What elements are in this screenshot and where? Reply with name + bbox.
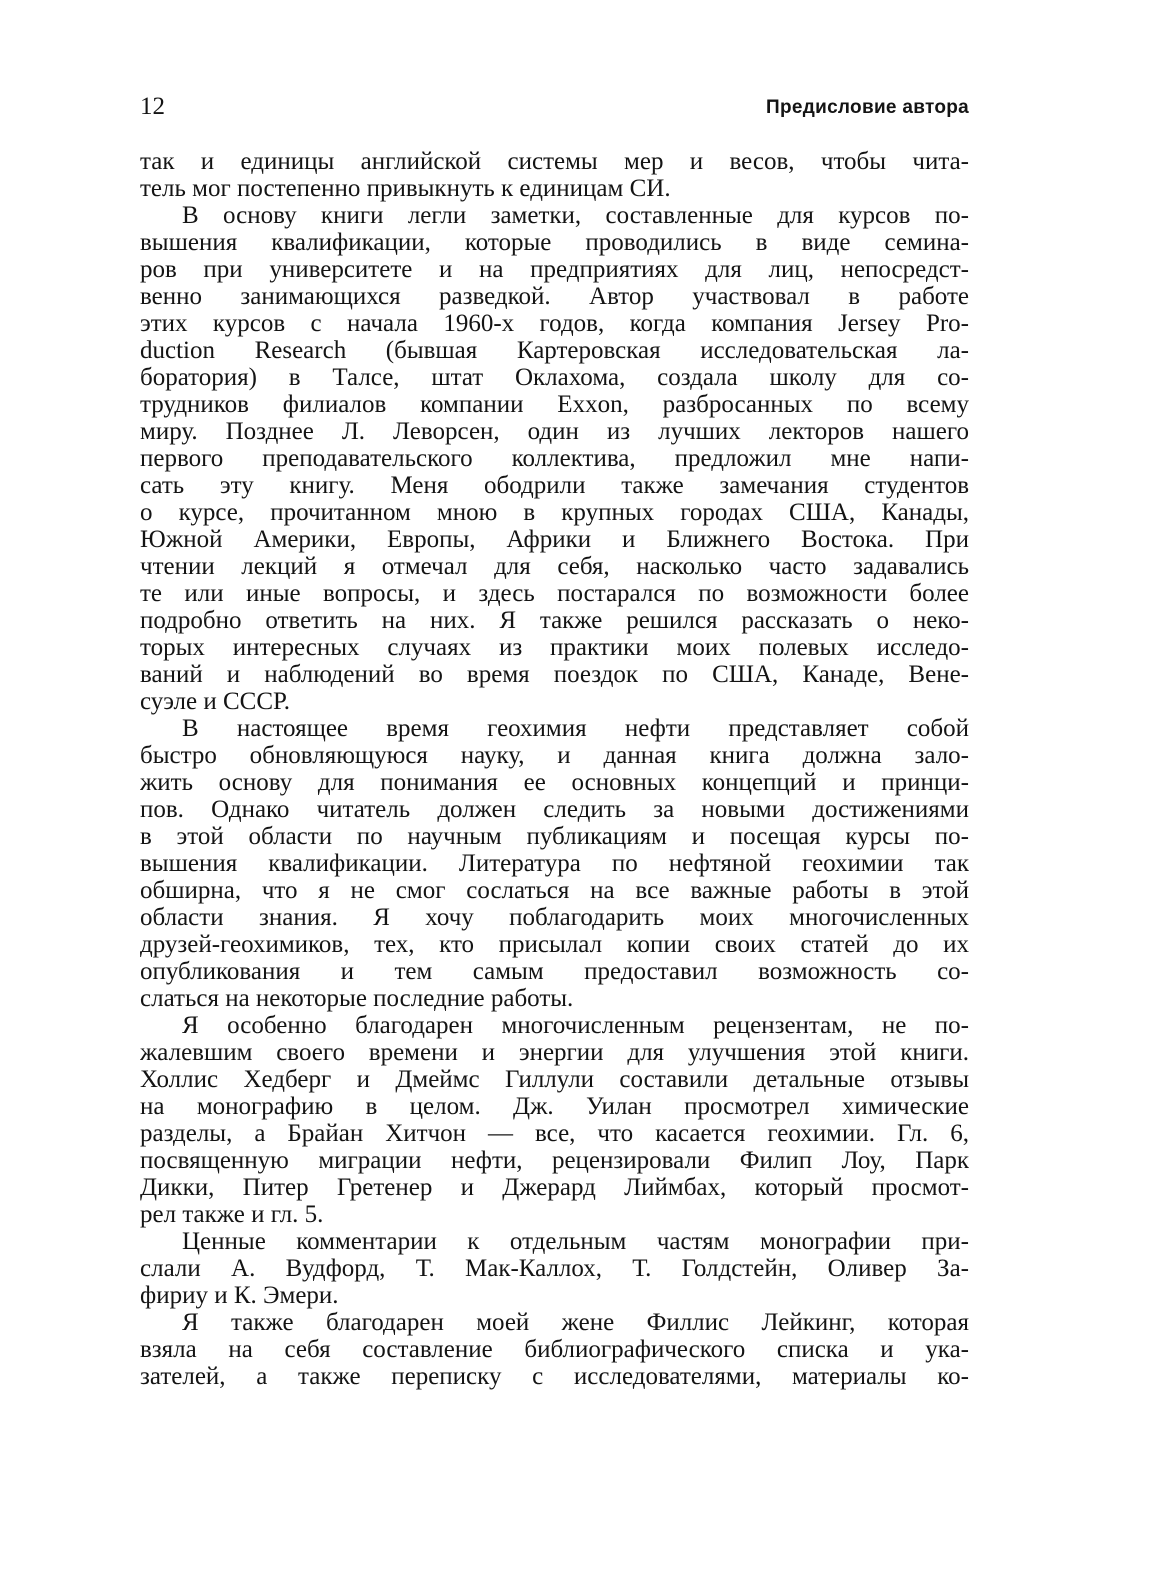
text-line: взяла на себя составление библиографического списка и ука-: [140, 1336, 969, 1363]
paragraph: [140, 202, 969, 715]
paragraph: [140, 1012, 969, 1228]
text-line: Холлис Хедберг и Дмеймс Гиллули составили детальные отзывы: [140, 1066, 969, 1093]
text-line: слали А. Вудфорд, Т. Мак-Каллох, Т. Голдстейн, Оливер За-: [140, 1255, 969, 1282]
text-line: друзей-геохимиков, тех, кто присылал копии своих статей до их: [140, 931, 969, 958]
text-line: торых интересных случаях из практики моих полевых исследо-: [140, 634, 969, 661]
page-number: 12: [140, 93, 165, 120]
text-line: ваний и наблюдений во время поездок по США, Канаде, Вене-: [140, 661, 969, 688]
text-line: подробно ответить на них. Я также решился рассказать о неко-: [140, 607, 969, 634]
text-line: пов. Однако читатель должен следить за новыми достижениями: [140, 796, 969, 823]
text-line: посвященную миграции нефти, рецензировали Филип Лоу, Парк: [140, 1147, 969, 1174]
text-line: Я особенно благодарен многочисленным рецензентам, не по-: [182, 1012, 969, 1039]
text-line: сать эту книгу. Меня ободрили также замечания студентов: [140, 472, 969, 499]
text-line: Южной Америки, Европы, Африки и Ближнего Востока. При: [140, 526, 969, 553]
text-line: фириу и К. Эмери.: [140, 1282, 339, 1309]
text-line: те или иные вопросы, и здесь постарался по возможности более: [140, 580, 969, 607]
paragraph: [140, 148, 969, 202]
text-line: миру. Позднее Л. Леворсен, один из лучших лекторов нашего: [140, 418, 969, 445]
text-line: duction Research (бывшая Картеровская исследовательская ла-: [140, 337, 969, 364]
text-line: В основу книги легли заметки, составленные для курсов по-: [182, 202, 969, 229]
page-header: [140, 92, 969, 128]
text-line: этих курсов с начала 1960-х годов, когда компания Jersey Pro-: [140, 310, 969, 337]
text-line: венно занимающихся разведкой. Автор участвовал в работе: [140, 283, 969, 310]
text-line: слаться на некоторые последние работы.: [140, 985, 574, 1012]
text-line: Я также благодарен моей жене Филлис Лейкинг, которая: [182, 1309, 969, 1336]
text-line: рел также и гл. 5.: [140, 1201, 324, 1228]
paragraph: [140, 1228, 969, 1309]
text-line: чтении лекций я отмечал для себя, насколько часто задавались: [140, 553, 969, 580]
text-line: Дикки, Питер Гретенер и Джерард Лиймбах, который просмот-: [140, 1174, 969, 1201]
text-line: В настоящее время геохимия нефти представляет собой: [182, 715, 969, 742]
running-title: Предисловие автора: [766, 97, 969, 118]
text-line: первого преподавательского коллектива, предложил мне напи-: [140, 445, 969, 472]
text-line: вышения квалификации. Литература по нефтяной геохимии так: [140, 850, 969, 877]
text-line: на монографию в целом. Дж. Уилан просмотрел химические: [140, 1093, 969, 1120]
text-line: разделы, а Брайан Хитчон — все, что касается геохимии. Гл. 6,: [140, 1120, 969, 1147]
paragraph: [140, 1309, 969, 1390]
text-line: в этой области по научным публикациям и посещая курсы по-: [140, 823, 969, 850]
text-line: зателей, а также переписку с исследователями, материалы ко-: [140, 1363, 969, 1390]
text-line: быстро обновляющуюся науку, и данная книга должна зало-: [140, 742, 969, 769]
text-line: боратория) в Талсе, штат Оклахома, создала школу для со-: [140, 364, 969, 391]
paragraph: [140, 715, 969, 1012]
text-line: области знания. Я хочу поблагодарить моих многочисленных: [140, 904, 969, 931]
text-line: жить основу для понимания ее основных концепций и принци-: [140, 769, 969, 796]
text-line: вышения квалификации, которые проводились в виде семина-: [140, 229, 969, 256]
text-line: так и единицы английской системы мер и весов, чтобы чита-: [140, 148, 969, 175]
text-line: Ценные комментарии к отдельным частям монографии при-: [182, 1228, 969, 1255]
text-line: опубликования и тем самым предоставил возможность со-: [140, 958, 969, 985]
text-line: тель мог постепенно привыкнуть к единицам СИ.: [140, 175, 671, 202]
text-line: ров при университете и на предприятиях для лиц, непосредст-: [140, 256, 969, 283]
text-line: жалевшим своего времени и энергии для улучшения этой книги.: [140, 1039, 969, 1066]
text-line: суэле и СССР.: [140, 688, 291, 715]
text-line: о курсе, прочитанном мною в крупных городах США, Канады,: [140, 499, 969, 526]
body-text: [140, 148, 969, 1390]
text-line: трудников филиалов компании Exxon, разбросанных по всему: [140, 391, 969, 418]
text-line: обширна, что я не смог сослаться на все важные работы в этой: [140, 877, 969, 904]
